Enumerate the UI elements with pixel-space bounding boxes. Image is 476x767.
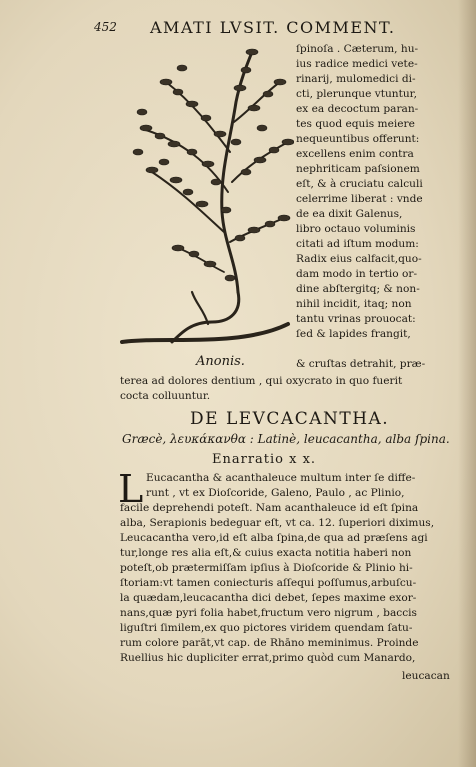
running-head: AMATI LVSIT. COMMENT.	[150, 18, 396, 37]
column-line: nequeuntibus offerunt:	[296, 133, 420, 145]
column-line: excellens enim contra	[296, 148, 414, 160]
enarratio-heading: Enarratio x x.	[212, 452, 317, 467]
body-line: liguſtri ſimilem,ex quo pictores viridem quendam ſatu-	[120, 622, 413, 634]
body-line: Leucacantha vero,id eſt alba ſpina,de qua ad præſens agi	[120, 532, 428, 544]
illustration-caption: Anonis.	[196, 354, 245, 369]
anonis-plant-woodcut	[112, 42, 294, 360]
text-line: terea ad dolores dentium , qui oxycrato in quo fuerit	[120, 375, 403, 387]
body-line: facile deprehendi poteſt. Nam acanthaleuce id eſt ſpina	[120, 502, 419, 514]
body-line: poteſt,ob prætermiſſam ipſius à Dioſcoride & Plinio hi-	[120, 562, 413, 574]
column-line: citati ad iſtum modum:	[296, 238, 419, 250]
column-line: dine abſtergitq; & non-	[296, 283, 420, 295]
column-line: cti, plerunque vtuntur,	[296, 88, 417, 100]
section-title: DE LEVCACANTHA.	[190, 409, 390, 429]
column-line: nephriticam paſsionem	[296, 163, 420, 175]
column-line: celerrime liberat : vnde	[296, 193, 423, 205]
body-line: ſtoriam:vt tamen coniecturis aſſequi poſſumus,arbuſcu-	[120, 577, 417, 589]
column-line: rinarij, mulomedici di-	[296, 73, 416, 85]
column-line: tantu vrinas prouocat:	[296, 313, 416, 325]
column-line: ſpinoſa . Cæterum, hu-	[296, 43, 419, 55]
column-line: ius radice medici vete-	[296, 58, 418, 70]
body-line: tur,longe res alia eſt,& cuius exacta notitia haberi non	[120, 547, 412, 559]
column-line: nihil incidit, itaq; non	[296, 298, 412, 310]
page-number: 452	[94, 20, 117, 34]
column-line: & cruſtas detrahit, præ-	[296, 358, 426, 370]
column-line: dam modo in tertio or-	[296, 268, 418, 280]
column-line: Radix eius calfacit,quo-	[296, 253, 422, 265]
page-gutter-shadow	[458, 0, 476, 767]
text-line: cocta colluuntur.	[120, 390, 211, 402]
catchword: leucacan	[402, 670, 450, 682]
body-line: Ruellius hic dupliciter errat,primo quòd cum Manardo,	[120, 652, 416, 664]
column-line: de ea dixit Galenus,	[296, 208, 403, 220]
body-line: runt , vt ex Dioſcoride, Galeno, Paulo , ac Plinio,	[146, 487, 405, 499]
body-line: la quædam,leucacantha dici debet, ſepes maxime exor-	[120, 592, 417, 604]
column-line: libro octauo voluminis	[296, 223, 416, 235]
section-subtitle: Græcè, λευκάκανθα : Latinè, leucacantha, alba ſpina.	[122, 432, 450, 446]
column-line: ex ea decoctum paran-	[296, 103, 419, 115]
body-line: nans,quæ pyri folia habet,fructum vero nigrum , baccis	[120, 607, 417, 619]
column-line: tes quod equis meiere	[296, 118, 415, 130]
body-line: alba, Serapionis bedeguar eſt, vt ca. 12. ſuperiori diximus,	[120, 517, 435, 529]
column-line: ſed & lapides frangit,	[296, 328, 411, 340]
body-line: rum colore parāt,vt cap. de Rhāno meminimus. Proinde	[120, 637, 419, 649]
drop-cap: L	[118, 467, 144, 511]
column-line: eſt, & à cruciatu calculi	[296, 178, 423, 190]
body-line: Eucacantha & acanthaleuce multum inter ſe diffe-	[146, 472, 416, 484]
